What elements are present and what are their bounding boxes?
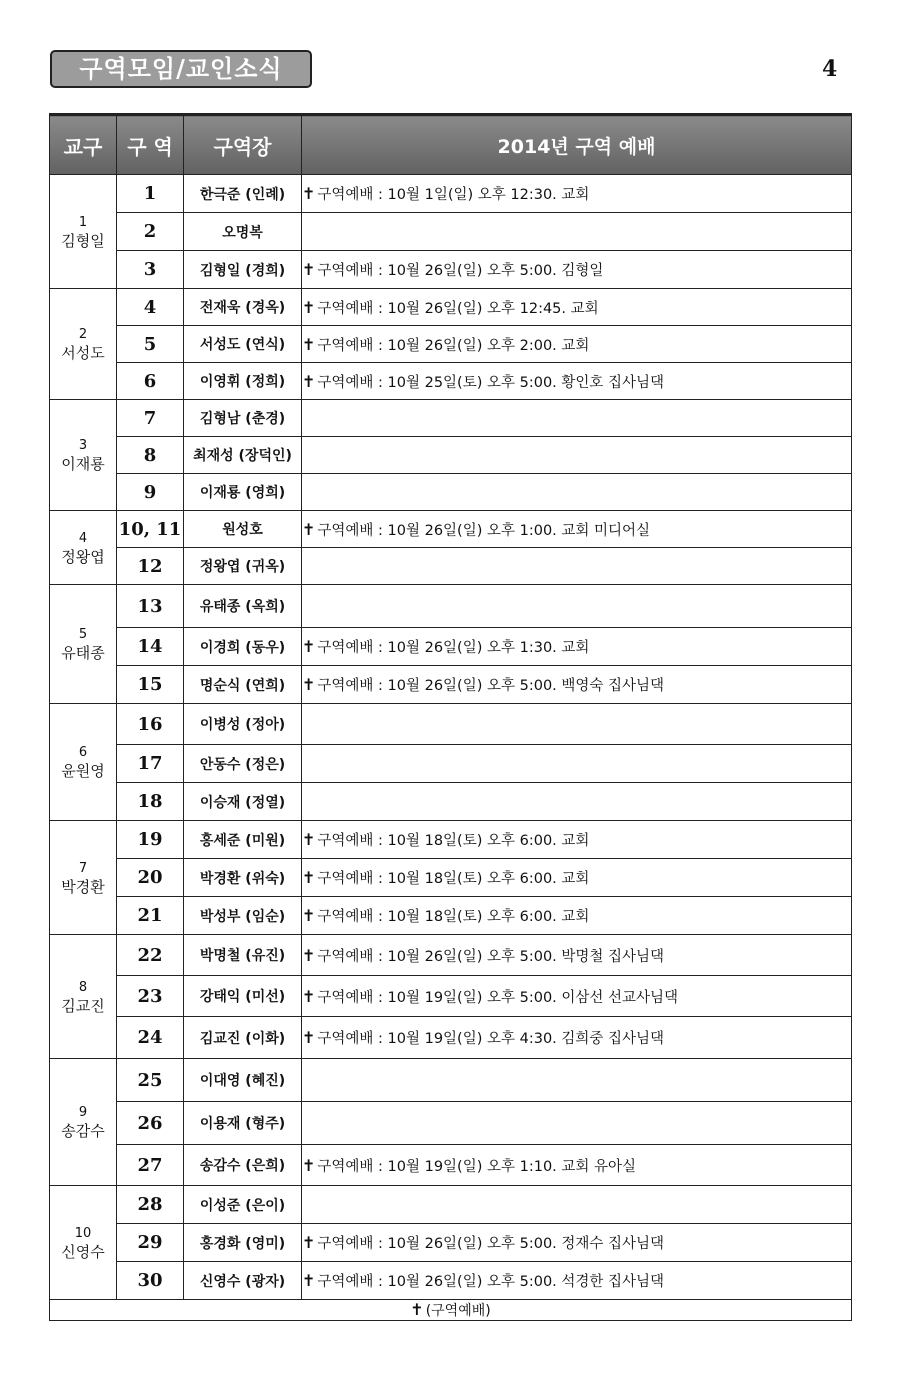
- district-leader: 박명철 (유진): [184, 935, 302, 976]
- column-header-gyogu: 교구: [50, 115, 117, 175]
- cross-icon: ✝: [302, 906, 316, 925]
- table-row: [50, 1186, 852, 1224]
- service-text: 구역예배 : 10월 19일(일) 오후 1:10. 교회 유아실: [317, 1158, 637, 1175]
- district-leader: 유태종 (옥희): [184, 585, 302, 628]
- district-leader: 명순식 (연희): [184, 666, 302, 704]
- district-number: 23: [117, 976, 184, 1017]
- service-text: 구역예배 : 10월 26일(일) 오후 5:00. 김형일: [317, 263, 604, 279]
- table-row: [50, 548, 852, 585]
- district-leader: 박성부 (임순): [184, 897, 302, 935]
- table-row: [50, 400, 852, 437]
- district-number: 4: [117, 289, 184, 326]
- service-info: [302, 251, 852, 289]
- district-number: 30: [117, 1262, 184, 1300]
- service-info: [302, 363, 852, 400]
- district-number: 22: [117, 935, 184, 976]
- cross-icon: ✝: [302, 637, 316, 656]
- service-text: 구역예배 : 10월 18일(토) 오후 6:00. 교회: [317, 909, 590, 925]
- parish-cell: [50, 821, 117, 935]
- district-number: 7: [117, 400, 184, 437]
- service-info: [302, 859, 852, 897]
- district-number: 14: [117, 628, 184, 666]
- table-header-row: [50, 115, 852, 175]
- district-number: 8: [117, 437, 184, 474]
- district-number: 21: [117, 897, 184, 935]
- district-leader: 박경환 (위숙): [184, 859, 302, 897]
- district-leader: 이병성 (정아): [184, 704, 302, 745]
- service-info: [302, 1145, 852, 1186]
- parish-number: 6: [78, 745, 88, 760]
- parish-leader-name: 유태종: [61, 644, 105, 662]
- service-info: [302, 666, 852, 704]
- cross-icon: ✝: [302, 371, 316, 391]
- table-row: [50, 1059, 852, 1102]
- district-number: 20: [117, 859, 184, 897]
- service-info: [302, 821, 852, 859]
- service-text: 구역예배 : 10월 26일(일) 오후 1:30. 교회: [317, 640, 590, 656]
- table-row: [50, 1224, 852, 1262]
- table-row: [50, 585, 852, 628]
- table-row: [50, 666, 852, 704]
- table-row: [50, 363, 852, 400]
- table-row: [50, 251, 852, 289]
- district-number: 25: [117, 1059, 184, 1102]
- parish-number: 5: [78, 627, 88, 642]
- district-number: 9: [117, 474, 184, 511]
- district-number: 10, 11: [117, 511, 184, 548]
- parish-number: 4: [78, 530, 88, 546]
- cross-icon: ✝: [302, 1155, 316, 1175]
- district-leader: 오명복: [184, 213, 302, 251]
- parish-leader-name: 정왕엽: [61, 547, 105, 566]
- table-row: [50, 1017, 852, 1059]
- district-leader: 김형남 (춘경): [184, 400, 302, 437]
- table-row: [50, 821, 852, 859]
- district-number: 15: [117, 666, 184, 704]
- district-leader: 강태익 (미선): [184, 976, 302, 1017]
- service-info: [302, 213, 852, 251]
- parish-number: 10: [74, 1225, 92, 1241]
- parish-cell: [50, 585, 117, 704]
- district-number: 6: [117, 363, 184, 400]
- service-info: [302, 976, 852, 1017]
- footnote-text: (구역예배): [425, 1303, 491, 1319]
- column-header-guyeok: 구 역: [117, 115, 184, 175]
- district-number: 5: [117, 326, 184, 363]
- parish-number: 9: [78, 1105, 88, 1120]
- service-info: [302, 628, 852, 666]
- service-text: 구역예배 : 10월 26일(일) 오후 5:00. 박명철 집사님댁: [317, 948, 665, 965]
- district-number: 17: [117, 745, 184, 783]
- service-info: [302, 437, 852, 474]
- table-row: [50, 326, 852, 363]
- table-row: [50, 745, 852, 783]
- district-leader: 최재성 (장덕인): [184, 437, 302, 474]
- parish-cell: [50, 175, 117, 289]
- cross-icon: ✝: [410, 1300, 424, 1319]
- service-info: [302, 1017, 852, 1059]
- parish-cell: [50, 1186, 117, 1300]
- district-leader: 송감수 (은희): [184, 1145, 302, 1186]
- table-row: [50, 1102, 852, 1145]
- parish-cell: [50, 704, 117, 821]
- service-text: 구역예배 : 10월 26일(일) 오후 2:00. 교회: [317, 337, 590, 354]
- table-row: [50, 1145, 852, 1186]
- service-info: [302, 704, 852, 745]
- cross-icon: ✝: [302, 297, 316, 317]
- district-leader: 안동수 (정은): [184, 745, 302, 783]
- table-row: [50, 976, 852, 1017]
- district-leader: 정왕엽 (귀옥): [184, 548, 302, 585]
- district-number: 16: [117, 704, 184, 745]
- parish-number: 2: [78, 327, 88, 342]
- table-row: [50, 859, 852, 897]
- cross-icon: ✝: [302, 334, 316, 354]
- cross-icon: ✝: [302, 675, 316, 694]
- cross-icon: ✝: [302, 945, 316, 965]
- parish-leader-name: 송감수: [61, 1122, 105, 1140]
- service-info: [302, 935, 852, 976]
- district-leader: 신영수 (광자): [184, 1262, 302, 1300]
- service-text: 구역예배 : 10월 26일(일) 오후 1:00. 교회 미디어실: [317, 522, 651, 539]
- cross-icon: ✝: [302, 519, 316, 539]
- service-info: [302, 548, 852, 585]
- parish-leader-name: 박경환: [61, 877, 105, 896]
- parish-leader-name: 서성도: [61, 344, 105, 362]
- district-number: 24: [117, 1017, 184, 1059]
- district-number: 26: [117, 1102, 184, 1145]
- parish-cell: [50, 935, 117, 1059]
- district-leader: 이용재 (형주): [184, 1102, 302, 1145]
- table-row: [50, 511, 852, 548]
- cross-icon: ✝: [302, 1271, 316, 1290]
- table-row: [50, 289, 852, 326]
- table-row: [50, 437, 852, 474]
- district-number: 19: [117, 821, 184, 859]
- service-info: [302, 326, 852, 363]
- column-header-service: 2014년 구역 예배: [302, 115, 852, 175]
- service-info: [302, 585, 852, 628]
- table-row: [50, 474, 852, 511]
- service-info: [302, 1224, 852, 1262]
- service-info: [302, 897, 852, 935]
- service-text: 구역예배 : 10월 18일(토) 오후 6:00. 교회: [317, 833, 590, 849]
- district-leader: 전재욱 (경옥): [184, 289, 302, 326]
- cross-icon: ✝: [302, 1233, 316, 1252]
- parish-number: 7: [78, 860, 88, 876]
- table-row: [50, 897, 852, 935]
- page-number: 4: [822, 56, 838, 82]
- service-info: [302, 1059, 852, 1102]
- service-text: 구역예배 : 10월 19일(일) 오후 4:30. 김희중 집사님댁: [317, 1031, 665, 1047]
- service-text: 구역예배 : 10월 26일(일) 오후 5:00. 정재수 집사님댁: [317, 1236, 665, 1252]
- district-number: 12: [117, 548, 184, 585]
- district-leader: 홍세준 (미원): [184, 821, 302, 859]
- service-info: [302, 474, 852, 511]
- service-text: 구역예배 : 10월 26일(일) 오후 5:00. 백영숙 집사님댁: [317, 678, 665, 694]
- service-text: 구역예배 : 10월 26일(일) 오후 5:00. 석경한 집사님댁: [317, 1274, 665, 1290]
- cross-icon: ✝: [302, 260, 316, 279]
- cross-icon: ✝: [302, 830, 316, 849]
- column-header-leader: 구역장: [184, 115, 302, 175]
- service-info: [302, 289, 852, 326]
- district-leader: 김형일 (경희): [184, 251, 302, 289]
- cross-icon: ✝: [302, 868, 316, 887]
- parish-cell: [50, 400, 117, 511]
- table-row: [50, 1262, 852, 1300]
- service-info: [302, 783, 852, 821]
- parish-number: 3: [78, 438, 88, 453]
- district-leader: 이경희 (동우): [184, 628, 302, 666]
- district-number: 29: [117, 1224, 184, 1262]
- footnote: [50, 1300, 852, 1321]
- table-row: [50, 213, 852, 251]
- district-number: 28: [117, 1186, 184, 1224]
- service-text: 구역예배 : 10월 18일(토) 오후 6:00. 교회: [317, 871, 590, 887]
- district-schedule-table: [49, 113, 852, 1321]
- table-row: [50, 783, 852, 821]
- parish-leader-name: 신영수: [61, 1242, 105, 1261]
- parish-leader-name: 윤원영: [61, 762, 105, 780]
- footnote-row: [50, 1300, 852, 1321]
- table-row: [50, 704, 852, 745]
- district-leader: 이재룡 (영희): [184, 474, 302, 511]
- service-info: [302, 1102, 852, 1145]
- service-info: [302, 400, 852, 437]
- district-leader: 이승재 (정열): [184, 783, 302, 821]
- service-text: 구역예배 : 10월 25일(토) 오후 5:00. 황인호 집사님댁: [317, 374, 665, 391]
- service-info: [302, 511, 852, 548]
- service-info: [302, 1262, 852, 1300]
- service-info: [302, 175, 852, 213]
- cross-icon: ✝: [302, 1028, 316, 1047]
- cross-icon: ✝: [302, 184, 316, 203]
- district-leader: 원성호: [184, 511, 302, 548]
- district-number: 13: [117, 585, 184, 628]
- parish-number: 8: [78, 979, 88, 995]
- parish-leader-name: 이재룡: [61, 455, 105, 473]
- district-number: 2: [117, 213, 184, 251]
- district-leader: 이대영 (혜진): [184, 1059, 302, 1102]
- cross-icon: ✝: [302, 986, 316, 1006]
- parish-leader-name: 김형일: [61, 231, 105, 250]
- district-number: 3: [117, 251, 184, 289]
- parish-cell: [50, 511, 117, 585]
- parish-cell: [50, 289, 117, 400]
- district-leader: 한극준 (인례): [184, 175, 302, 213]
- district-leader: 이영휘 (정희): [184, 363, 302, 400]
- service-text: 구역예배 : 10월 19일(일) 오후 5:00. 이삼선 선교사님댁: [317, 989, 679, 1006]
- table-row: [50, 628, 852, 666]
- service-text: 구역예배 : 10월 1일(일) 오후 12:30. 교회: [317, 187, 590, 203]
- service-info: [302, 1186, 852, 1224]
- district-leader: 홍경화 (영미): [184, 1224, 302, 1262]
- district-leader: 서성도 (연식): [184, 326, 302, 363]
- table-body: [50, 175, 852, 1300]
- district-leader: 이성준 (은이): [184, 1186, 302, 1224]
- parish-cell: [50, 1059, 117, 1186]
- service-info: [302, 745, 852, 783]
- service-text: 구역예배 : 10월 26일(일) 오후 12:45. 교회: [317, 300, 599, 317]
- table-row: [50, 935, 852, 976]
- parish-number: 1: [78, 214, 88, 230]
- district-number: 27: [117, 1145, 184, 1186]
- district-number: 18: [117, 783, 184, 821]
- district-leader: 김교진 (이화): [184, 1017, 302, 1059]
- parish-leader-name: 김교진: [61, 996, 105, 1015]
- section-title: 구역모임/교인소식: [50, 50, 312, 88]
- district-number: 1: [117, 175, 184, 213]
- table-row: [50, 175, 852, 213]
